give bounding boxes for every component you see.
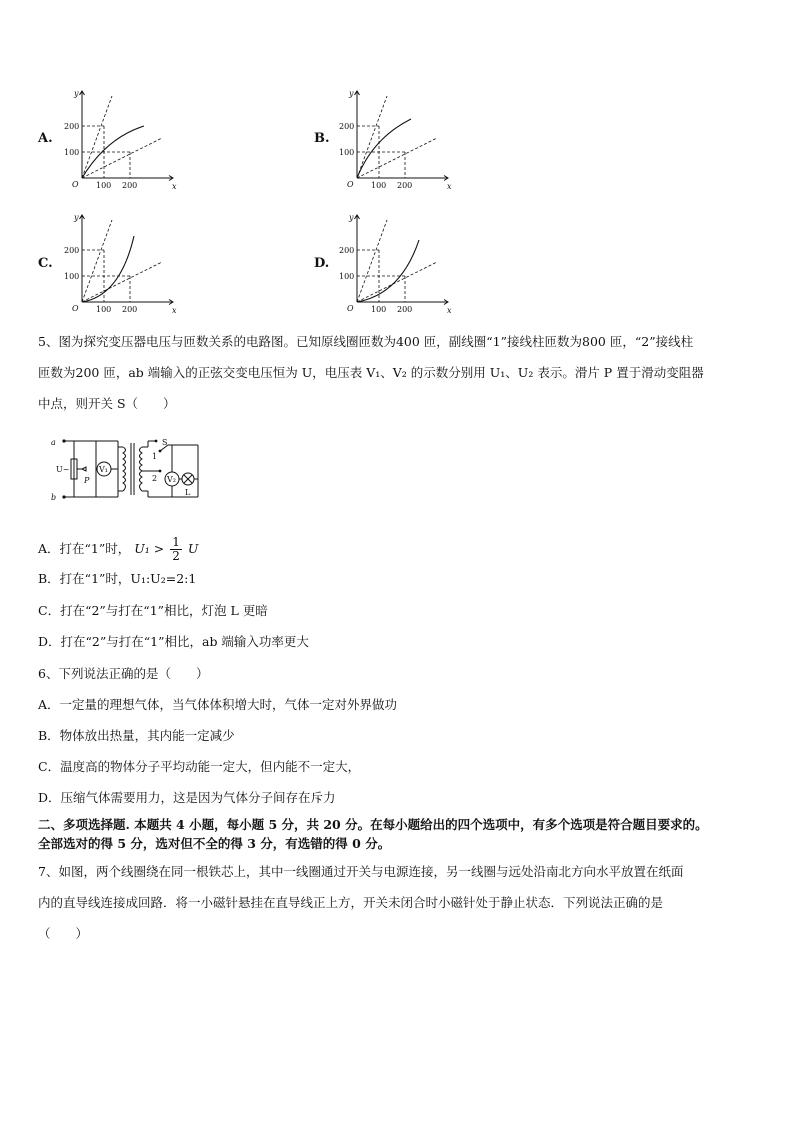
q7-stem-line1: 7、如图，两个线圈绕在同一根铁芯上，其中一线圈通过开关与电源连接，另一线圈与远处沿南北方向水平放置在纸面 xyxy=(38,864,684,879)
fraction-denominator: 2 xyxy=(172,549,180,563)
circuit-label-v1: V₁ xyxy=(99,465,108,474)
y-tick-100: 100 xyxy=(64,148,80,157)
y-tick-100: 100 xyxy=(64,272,80,281)
x-tick-100: 100 xyxy=(371,181,387,190)
y-tick-200: 200 xyxy=(339,246,355,255)
q5-option-a-rhs: U xyxy=(187,541,199,556)
x-tick-200: 200 xyxy=(122,305,138,314)
y-tick-200: 200 xyxy=(339,122,355,131)
q6-option-b: B．物体放出热量，其内能一定减少 xyxy=(38,728,235,743)
graph-option-d xyxy=(337,210,457,314)
y-axis-label: y xyxy=(349,213,354,222)
section2-heading-line1: 二、多项选择题. 本题共 4 小题，每小题 5 分，共 20 分。在每小题给出的四个选项中，有多个选项是符合题目要求的。 xyxy=(38,817,708,832)
q5-option-a-fraction xyxy=(170,536,182,563)
x-axis-label: x xyxy=(172,182,177,190)
circuit-label-p: P xyxy=(84,476,90,485)
x-tick-200: 200 xyxy=(122,181,138,190)
y-tick-200: 200 xyxy=(64,122,80,131)
graph-option-a-letter: A. xyxy=(38,131,53,146)
graph-option-c xyxy=(62,210,182,314)
graph-curve xyxy=(357,240,419,302)
y-tick-100: 100 xyxy=(339,272,355,281)
q6-stem: 6、下列说法正确的是（ ） xyxy=(38,666,209,681)
q6-option-c: C．温度高的物体分子平均动能一定大，但内能不一定大， xyxy=(38,759,361,774)
circuit-label-2: 2 xyxy=(152,474,158,483)
fraction-numerator: 1 xyxy=(172,535,180,549)
graph-option-b xyxy=(337,86,457,190)
section2-heading-line2: 全部选对的得 5 分，选对但不全的得 3 分，有选错的得 0 分。 xyxy=(38,836,391,851)
circuit-label-v2: V₂ xyxy=(167,475,176,484)
origin-label: O xyxy=(72,304,79,313)
x-tick-200: 200 xyxy=(397,181,413,190)
q5-option-d: D．打在“2”与打在“1”相比，ab 端输入功率更大 xyxy=(38,634,309,649)
circuit-label-a: a xyxy=(51,438,56,447)
x-tick-200: 200 xyxy=(397,305,413,314)
q7-stem-line2: 内的直导线连接成回路．将一小磁针悬挂在直导线正上方，开关未闭合时小磁针处于静止状态．下列说法正确的是 xyxy=(38,895,664,910)
q5-stem-line3: 中点，则开关 S（ ） xyxy=(38,396,176,411)
circuit-label-s: S xyxy=(162,438,168,447)
q6-option-d: D．压缩气体需要用力，这是因为气体分子间存在斥力 xyxy=(38,790,336,805)
graph-option-c-letter: C. xyxy=(38,256,53,271)
q5-stem-line1: 5、图为探究变压器电压与匝数关系的电路图。已知原线圈匝数为400 匝，副线圈“1”接线柱匝数为800 匝，“2”接线柱 xyxy=(38,334,694,349)
x-tick-100: 100 xyxy=(96,181,112,190)
graph-option-b-letter: B. xyxy=(314,131,330,146)
y-tick-100: 100 xyxy=(339,148,355,157)
circuit-label-1: 1 xyxy=(152,452,158,461)
graph-curve xyxy=(82,236,134,302)
x-tick-100: 100 xyxy=(96,305,112,314)
x-tick-100: 100 xyxy=(371,305,387,314)
y-axis-label: y xyxy=(74,213,79,222)
y-axis-label: y xyxy=(74,89,79,98)
origin-label: O xyxy=(72,180,79,189)
graph-option-a xyxy=(62,86,182,190)
x-axis-label: x xyxy=(172,306,177,314)
q5-stem-line2: 匝数为200 匝，ab 端输入的正弦交变电压恒为 U，电压表 V₁、V₂ 的示数分别用 U₁、U₂ 表示。滑片 P 置于滑动变阻器 xyxy=(38,365,704,380)
origin-label: O xyxy=(347,304,354,313)
q5-option-b: B．打在“1”时，U₁:U₂=2:1 xyxy=(38,571,197,586)
graph-option-d-letter: D. xyxy=(314,256,330,271)
q5-option-a xyxy=(38,536,198,563)
q5-option-c: C．打在“2”与打在“1”相比，灯泡 L 更暗 xyxy=(38,603,268,618)
y-axis-label: y xyxy=(349,89,354,98)
q7-stem-line3: （ ） xyxy=(38,926,89,941)
origin-label: O xyxy=(347,180,354,189)
q5-option-a-text: A．打在“1”时， xyxy=(38,541,131,556)
q5-option-a-lhs: U₁ > xyxy=(134,541,165,556)
x-axis-label: x xyxy=(447,306,452,314)
circuit-label-b: b xyxy=(51,493,57,502)
x-axis-label: x xyxy=(447,182,452,190)
circuit-label-l: L xyxy=(185,488,191,497)
transformer-circuit-diagram xyxy=(48,437,208,503)
y-tick-200: 200 xyxy=(64,246,80,255)
circuit-label-u: U~ xyxy=(56,465,70,474)
q6-option-a: A．一定量的理想气体，当气体体积增大时，气体一定对外界做功 xyxy=(38,697,398,712)
graph-curve xyxy=(357,119,411,178)
